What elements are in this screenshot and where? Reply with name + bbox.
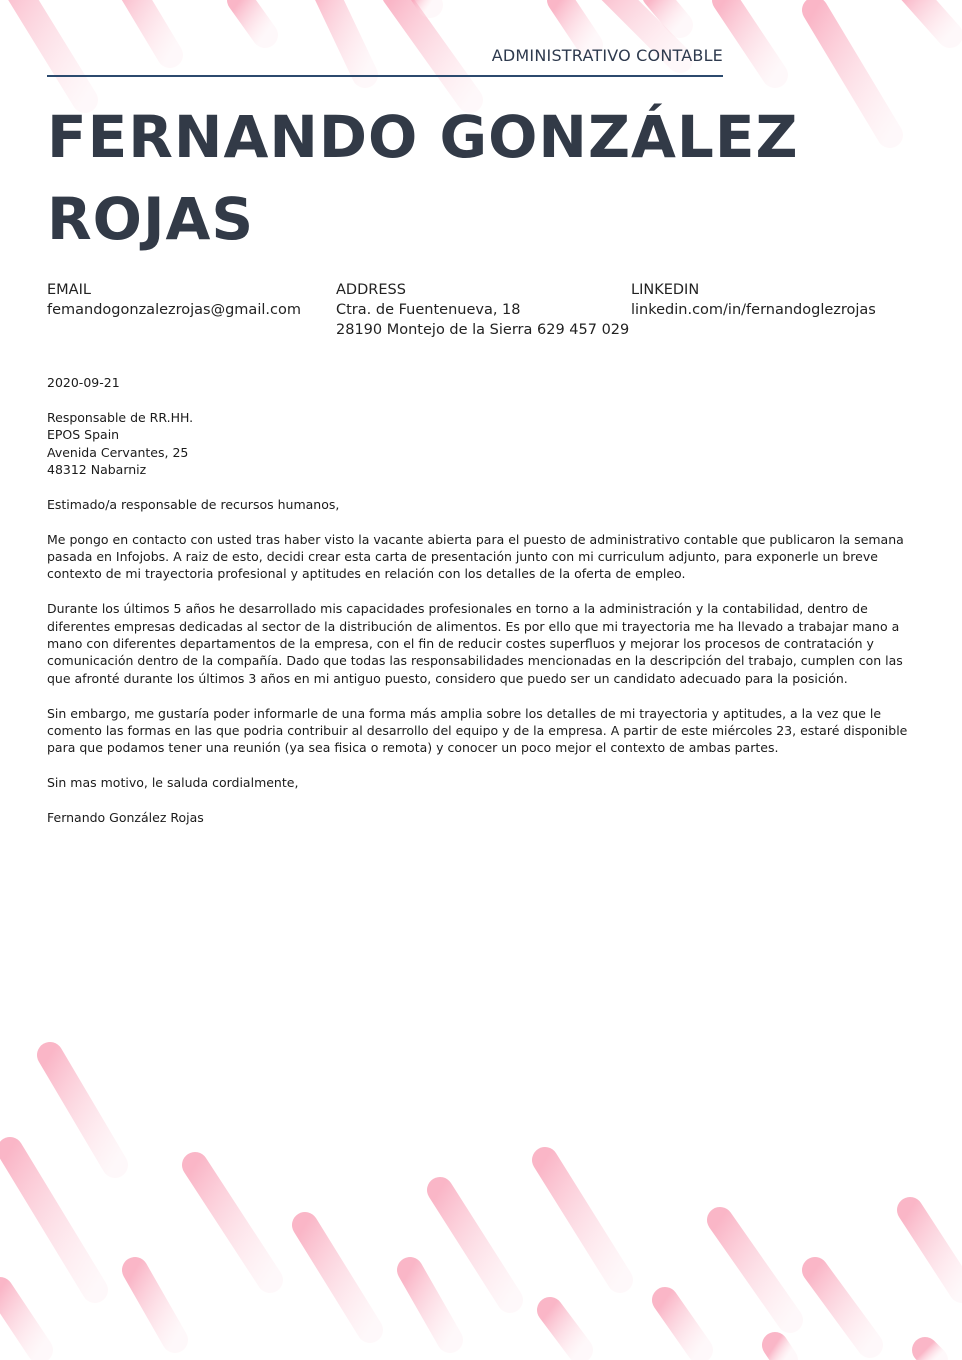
recipient-line: 48312 Nabarniz	[47, 462, 147, 478]
letter-body	[47, 374, 917, 844]
letter-date: 2020-09-21	[47, 375, 120, 390]
candidate-name	[47, 96, 847, 260]
email-value: femandogonzalezrojas@gmail.com	[47, 302, 301, 318]
letter-paragraph: Durante los últimos 5 años he desarrollado mis capacidades profesionales en torno a la administración y la contabilidad, dentro de diferentes empresas dedicadas al sector de la distribución de alimentos. Es por ello que mi trayectoria me ha llevado a trabajar mano a mano con diferentes departamentos de la empresa, con el fin de reducir costes superfluos y mejorar los procesos de contratación y comunicación dentro de la compañía. Dado que todas las responsabilidades mencionadas en la descripción del trabajo, cumplen con las que afronté durante los últimos 3 años en mi antiguo puesto, considero que puedo ser un candidato adecuado para la posición.	[47, 601, 903, 686]
candidate-name-line2: ROJAS	[47, 185, 255, 253]
email-label: EMAIL	[47, 282, 91, 298]
recipient-line: EPOS Spain	[47, 427, 120, 443]
contact-address	[336, 280, 629, 340]
address-line2: 28190 Montejo de la Sierra 629 457 029	[336, 322, 630, 338]
contact-email	[47, 280, 301, 320]
letter-signature: Fernando González Rojas	[47, 810, 204, 826]
recipient-line: Avenida Cervantes, 25	[47, 444, 189, 460]
recipient-line: Responsable de RR.HH.	[47, 409, 194, 425]
job-title: ADMINISTRATIVO CONTABLE	[491, 46, 723, 65]
header-divider	[47, 75, 723, 77]
candidate-name-line1: FERNANDO GONZÁLEZ	[47, 103, 799, 171]
letter-closing: Sin mas motivo, le saluda cordialmente,	[47, 775, 299, 791]
letter-paragraph: Me pongo en contacto con usted tras haber visto la vacante abierta para el puesto de administrativo contable que publicaron la semana pasada en Infojobs. A raiz de esto, decidi crear esta carta de presentación junto con mi curriculum adjunto, para exponerle un breve contexto de mi trayectoria profesional y aptitudes en relación con los detalles de la oferta de empleo.	[47, 531, 904, 582]
address-line1: Ctra. de Fuentenueva, 18	[336, 302, 521, 318]
linkedin-value: linkedin.com/in/fernandoglezrojas	[631, 302, 876, 318]
linkedin-label: LINKEDIN	[631, 282, 700, 298]
letter-greeting: Estimado/a responsable de recursos humanos,	[47, 496, 340, 512]
letter-paragraph: Sin embargo, me gustaría poder informarle de una forma más amplia sobre los detalles de mi trayectoria y aptitudes, a la vez que le comento las formas en las que podria contribuir al desarrollo del equipo y de la empresa. A partir de este miércoles 23, estaré disponible para que podamos tener una reunión (ya sea fisica o remota) y conocer un poco mejor el contexto de ambas partes.	[47, 705, 908, 756]
address-label: ADDRESS	[336, 282, 406, 298]
recipient-block	[47, 409, 917, 479]
contact-linkedin	[631, 280, 876, 320]
